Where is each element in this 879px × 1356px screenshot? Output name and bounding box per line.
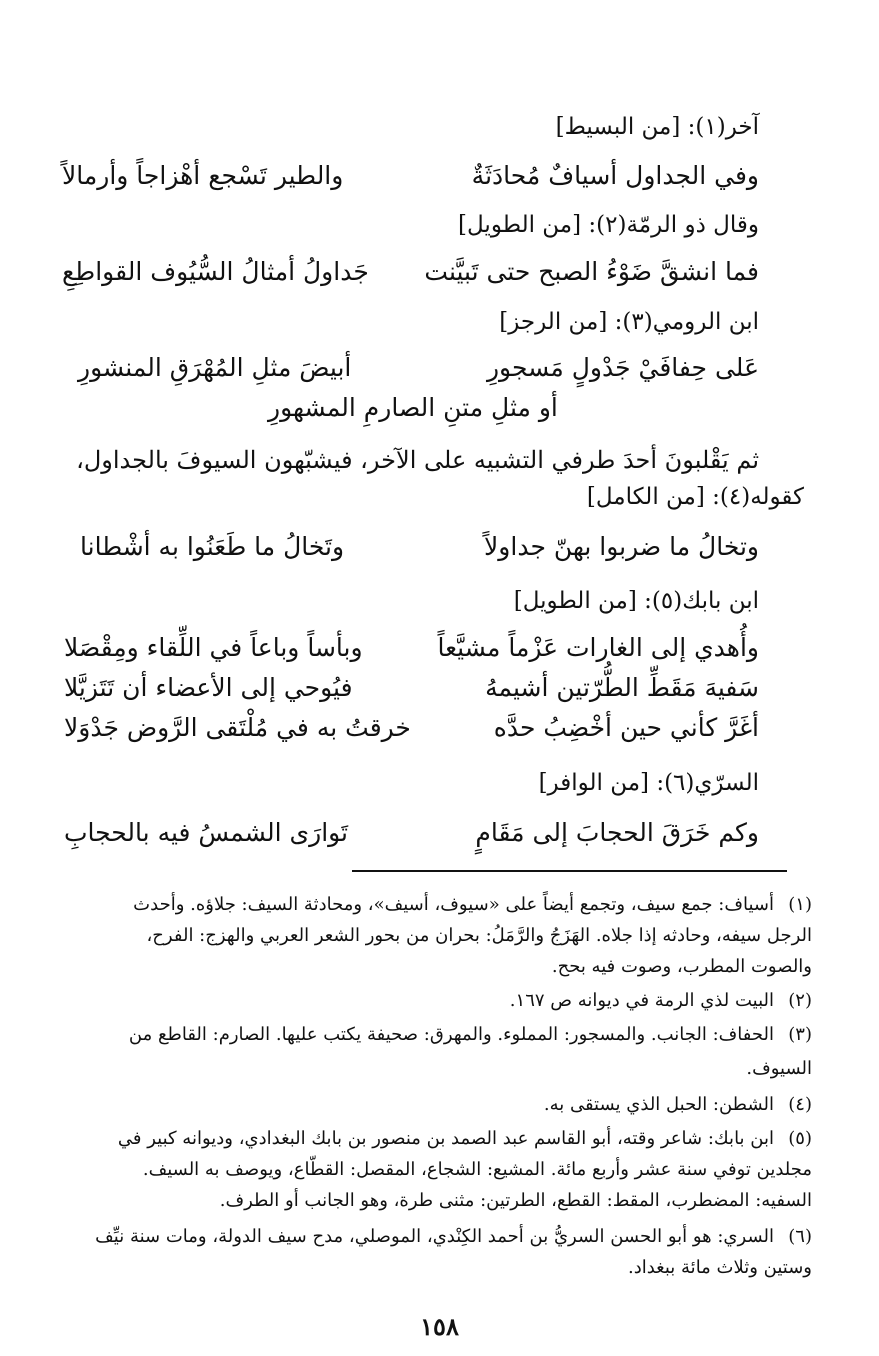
verse-6-second-hemistich: تَوارَى الشمسُ فيه بالحجابِ <box>64 818 349 847</box>
verse-3-second-hemistich: أبيضَ مثلِ المُهْرَقِ المنشورِ <box>78 353 352 382</box>
verse-5-1-first-hemistich: وأُهدي إلى الغارات عَزْماً مشيَّعاً <box>437 633 759 662</box>
footnote-separator <box>352 870 787 872</box>
verse-3-continuation: أو مثلِ متنِ الصارمِ المشهورِ <box>268 393 558 422</box>
verse-1-second-hemistich: والطير تَسْجع أهْزاجاً وأرمالاً <box>62 161 344 190</box>
verse-5-2-second-hemistich: فيُوحي إلى الأعضاء أن تَتَزيَّلا <box>64 673 353 702</box>
verse-5-3-first-hemistich: أغَرَّ كأني حين أخْضِبُ حدَّه <box>493 713 759 742</box>
verse-5-2 <box>0 668 879 708</box>
verse-4-second-hemistich: وتَخالُ ما طَعَنُوا به أشْطانا <box>80 532 345 561</box>
footnote-4 <box>37 1090 812 1120</box>
footnote-4-number: (٤) <box>788 1094 812 1115</box>
footnote-6-line-2: وستين وثلاث مائة ببغداد. <box>628 1257 812 1278</box>
verse-1-first-hemistich: وفي الجداول أسيافٌ مُحادَثَةٌ <box>471 161 759 190</box>
verse-4 <box>0 527 879 567</box>
footnote-3-number: (٣) <box>788 1024 812 1045</box>
verse-5-1-second-hemistich: وبأساً وباعاً في اللِّقاء ومِقْصَلا <box>64 633 363 662</box>
footnote-1-number: (١) <box>788 894 812 915</box>
footnote-3-line-1: الحفاف: الجانب. والمسجور: المملوء. والمهرق: صحيفة يكتب عليها. الصارم: القاطع من <box>128 1024 774 1045</box>
footnote-5-line-3: السفيه: المضطرب، المقط: القطع، الطرتين: مثنى طرة، وهو الجانب أو الطرف. <box>219 1190 812 1211</box>
footnote-4-line-1: الشطن: الحبل الذي يستقى به. <box>543 1094 774 1115</box>
verse-5-3 <box>0 708 879 748</box>
verse-6-first-hemistich: وكم خَرَقَ الحجابَ إلى مَقَامٍ <box>475 818 759 847</box>
intro-line-5: ابن بابك(٥): [من الطويل] <box>513 588 759 614</box>
footnote-3-line-2: السيوف. <box>746 1058 812 1079</box>
footnote-5-line-1: ابن بابك: شاعر وقته، أبو القاسم عبد الصمد بن منصور بن بابك البغدادي، وديوانه كبير في <box>117 1128 774 1149</box>
verse-6 <box>0 813 879 853</box>
footnote-5-number: (٥) <box>788 1128 812 1149</box>
verse-2-second-hemistich: جَداولُ أمثالُ السُّيُوف القواطِعِ <box>62 257 369 286</box>
footnote-6-line-1: السري: هو أبو الحسن السريُّ بن أحمد الكِنْدي، الموصلي، مدح سيف الدولة، ومات سنة نيِّف <box>95 1226 774 1247</box>
verse-5-1 <box>0 628 879 668</box>
footnote-2 <box>37 986 812 1016</box>
intro-line-3: ابن الرومي(٣): [من الرجز] <box>499 309 759 335</box>
verse-3-first-hemistich: عَلى حِفافَيْ جَدْولٍ مَسجورِ <box>486 353 759 382</box>
footnote-2-number: (٢) <box>788 990 812 1011</box>
footnote-1-line-3: والصوت المطرب، وصوت فيه بحح. <box>551 956 812 977</box>
prose-line-2: كقوله(٤): [من الكامل] <box>586 484 804 510</box>
verse-1 <box>0 156 879 196</box>
footnote-5 <box>37 1124 812 1154</box>
page-number: ١٥٨ <box>420 1312 459 1341</box>
verse-4-first-hemistich: وتخالُ ما ضربوا بهنّ جداولاً <box>484 532 759 561</box>
verse-2 <box>0 252 879 292</box>
footnote-6 <box>37 1222 812 1252</box>
footnote-1-line-1: أسياف: جمع سيف، وتجمع أيضاً على «سيوف، أسيف»، ومحادثة السيف: جلاؤه. وأحدث <box>133 894 774 915</box>
verse-5-3-second-hemistich: خرقتُ به في مُلْتَقى الرَّوض جَدْوَلا <box>64 713 411 742</box>
verse-5-2-first-hemistich: سَفيهَ مَقَطِّ الطُّرّتين أشيمهُ <box>485 673 759 702</box>
intro-line-1: آخر(١): [من البسيط] <box>555 114 759 140</box>
footnote-6-number: (٦) <box>788 1226 812 1247</box>
verse-3 <box>0 348 879 388</box>
intro-line-2: وقال ذو الرمّة(٢): [من الطويل] <box>458 212 759 238</box>
verse-2-first-hemistich: فما انشقَّ ضَوْءُ الصبح حتى تَبيَّنت <box>424 257 759 286</box>
prose-line-1: ثم يَقْلبونَ أحدَ طرفي التشبيه على الآخر، فيشبّهون السيوفَ بالجداول، <box>76 446 759 474</box>
footnote-5-line-2: مجلدين توفي سنة عشر وأربع مائة. المشيع: الشجاع، المقصل: القطّاع، ويوصف به السيف. <box>142 1159 812 1180</box>
footnote-3 <box>37 1020 812 1050</box>
intro-line-6: السرّي(٦): [من الوافر] <box>538 770 759 796</box>
footnote-1-line-2: الرجل سيفه، وحادثه إذا جلاه. الهَزَجُ والرَّمَلُ: بحران من بحور الشعر العربي والهزج: الفرح، <box>146 925 812 946</box>
footnote-2-line-1: البيت لذي الرمة في ديوانه ص ١٦٧. <box>509 990 774 1011</box>
footnote-1 <box>37 890 812 920</box>
